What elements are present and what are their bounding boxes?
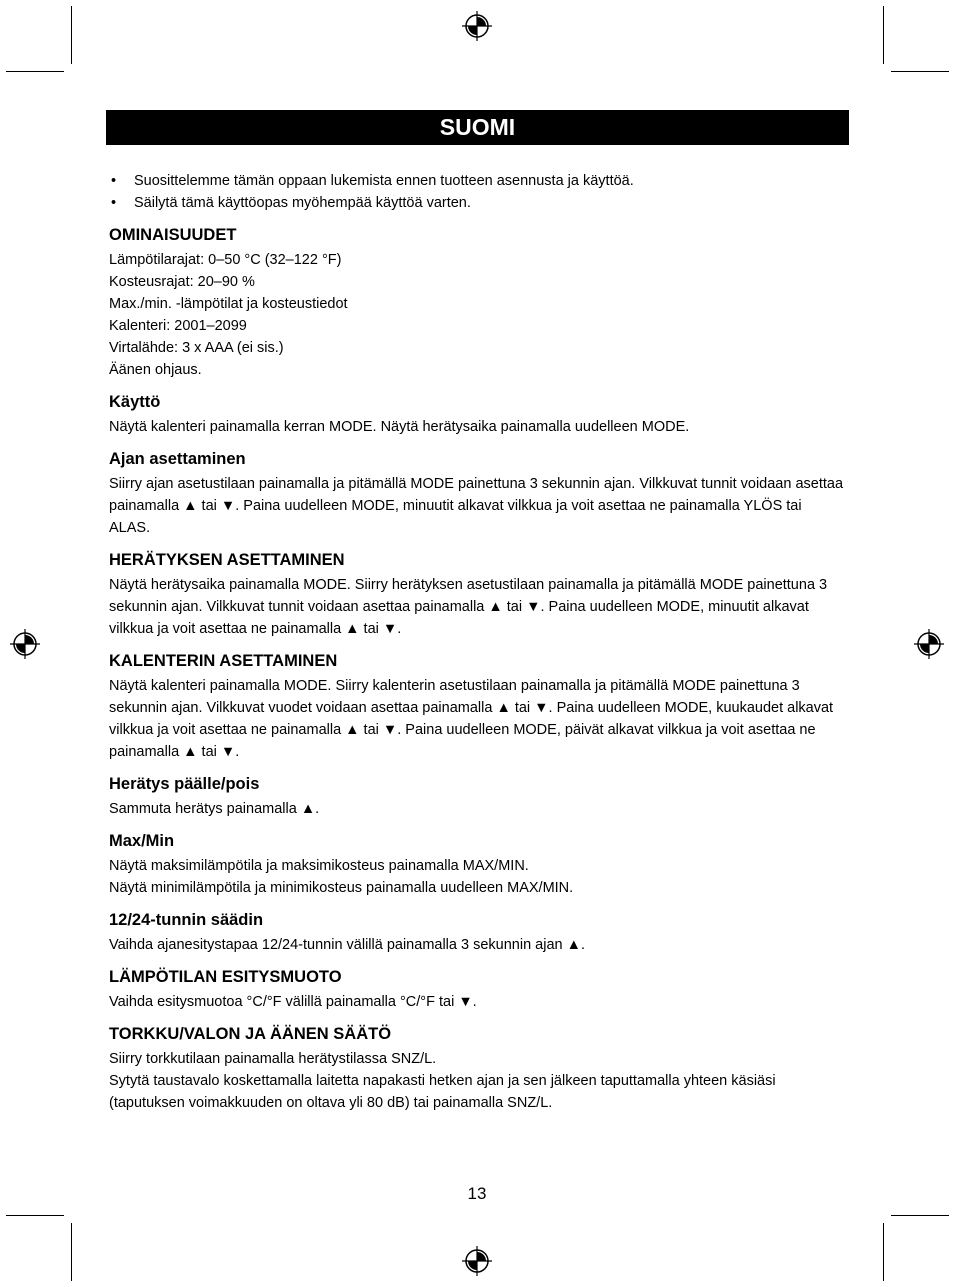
section-heading: Herätys päälle/pois <box>109 775 260 793</box>
section-ajan-asettaminen <box>109 448 844 539</box>
registration-mark-icon <box>461 10 493 42</box>
crop-mark <box>71 6 72 64</box>
section-heading: KALENTERIN ASETTAMINEN <box>109 652 338 670</box>
section-heading: Max/Min <box>109 832 175 850</box>
section-heratys-paalle-pois <box>109 773 844 820</box>
section-line: Vaihda ajanesitystapaa 12/24-tunnin välillä painamalla 3 sekunnin ajan ▲. <box>109 937 585 953</box>
registration-mark-icon <box>461 1245 493 1277</box>
section-line: Virtalähde: 3 x AAA (ei sis.) <box>109 340 284 356</box>
registration-mark-icon <box>913 628 945 660</box>
crop-mark <box>883 6 884 64</box>
section-line: Kosteusrajat: 20–90 % <box>109 274 255 290</box>
section-line: Äänen ohjaus. <box>109 362 202 378</box>
section-12-24-tunnin-saadin <box>109 909 844 956</box>
section-heading: Ajan asettaminen <box>109 450 246 468</box>
section-kalenterin-asettaminen <box>109 650 844 763</box>
section-line: Vaihda esitysmuotoa °C/°F välillä painamalla °C/°F tai ▼. <box>109 994 477 1010</box>
section-line: Siirry ajan asetustilaan painamalla ja pitämällä MODE painettuna 3 sekunnin ajan. Vilkkuvat tunnit voidaan asettaa painamalla ▲ tai ▼. Paina uudelleen MODE, minuutit alkavat vilkkua ja voit asettaa ne painamalla YLÖS tai ALAS. <box>109 476 844 536</box>
section-kaytto <box>109 391 844 438</box>
section-heading: LÄMPÖTILAN ESITYSMUOTO <box>109 968 342 986</box>
registration-mark-icon <box>9 628 41 660</box>
section-line: Sytytä taustavalo koskettamalla laitetta napakasti hetken ajan ja sen jälkeen taputtamalla yhteen käsiäsi (taputuksen voimakkuuden on oltava yli 80 dB) tai painamalla SNZ/L. <box>109 1073 776 1111</box>
intro-bullet: • Säilytä tämä käyttöopas myöhempää käyttöä varten. <box>109 192 844 214</box>
section-ominaisuudet <box>109 224 844 381</box>
section-line: Sammuta herätys painamalla ▲. <box>109 801 320 817</box>
crop-mark <box>71 1223 72 1281</box>
section-line: Näytä minimilämpötila ja minimikosteus painamalla uudelleen MAX/MIN. <box>109 880 574 896</box>
section-line: Kalenteri: 2001–2099 <box>109 318 247 334</box>
section-line: Max./min. -lämpötilat ja kosteustiedot <box>109 296 348 312</box>
section-heading: TORKKU/VALON JA ÄÄNEN SÄÄTÖ <box>109 1025 392 1043</box>
section-max-min <box>109 830 844 899</box>
section-line: Näytä maksimilämpötila ja maksimikosteus painamalla MAX/MIN. <box>109 858 529 874</box>
section-line: Näytä herätysaika painamalla MODE. Siirry herätyksen asetustilaan painamalla ja pitämällä MODE painettuna 3 sekunnin ajan. Vilkkuvat tunnit voidaan asettaa painamalla ▲ tai ▼. Paina uudelleen MODE, minuutit alkavat vilkkua ja voit asettaa ne painamalla ▲ tai ▼. <box>109 577 828 637</box>
manual-content <box>109 170 844 1114</box>
section-line: Siirry torkkutilaan painamalla herätystilassa SNZ/L. <box>109 1051 437 1067</box>
section-line: Näytä kalenteri painamalla kerran MODE. Näytä herätysaika painamalla uudelleen MODE. <box>109 419 690 435</box>
crop-mark <box>891 71 949 72</box>
section-heading: OMINAISUUDET <box>109 226 237 244</box>
page-number: 13 <box>467 1184 487 1203</box>
crop-mark <box>6 1215 64 1216</box>
crop-mark <box>891 1215 949 1216</box>
section-line: Lämpötilarajat: 0–50 °C (32–122 °F) <box>109 252 342 268</box>
section-heratyksen-asettaminen <box>109 549 844 640</box>
crop-mark <box>883 1223 884 1281</box>
intro-bullet: • Suosittelemme tämän oppaan lukemista ennen tuotteen asennusta ja käyttöä. <box>109 170 844 192</box>
section-torkku-valon-ja-aanen-saato <box>109 1023 844 1114</box>
section-heading: 12/24-tunnin säädin <box>109 911 264 929</box>
section-heading: Käyttö <box>109 393 161 411</box>
section-line: Näytä kalenteri painamalla MODE. Siirry kalenterin asetustilaan painamalla ja pitämällä MODE painettuna 3 sekunnin ajan. Vilkkuvat vuodet voidaan asettaa painamalla ▲ tai ▼. Paina uudelleen MODE, kuukaudet alkavat vilkkua ja voit asettaa ne painamalla ▲ tai ▼. Paina uudelleen MODE, päivät alkavat vilkkua ja voit asettaa ne painamalla ▲ tai ▼. <box>109 678 834 760</box>
language-header: SUOMI <box>106 110 849 145</box>
section-lampotilan-esitysmuoto <box>109 966 844 1013</box>
section-heading: HERÄTYKSEN ASETTAMINEN <box>109 551 345 569</box>
intro-list <box>109 170 844 214</box>
crop-mark <box>6 71 64 72</box>
